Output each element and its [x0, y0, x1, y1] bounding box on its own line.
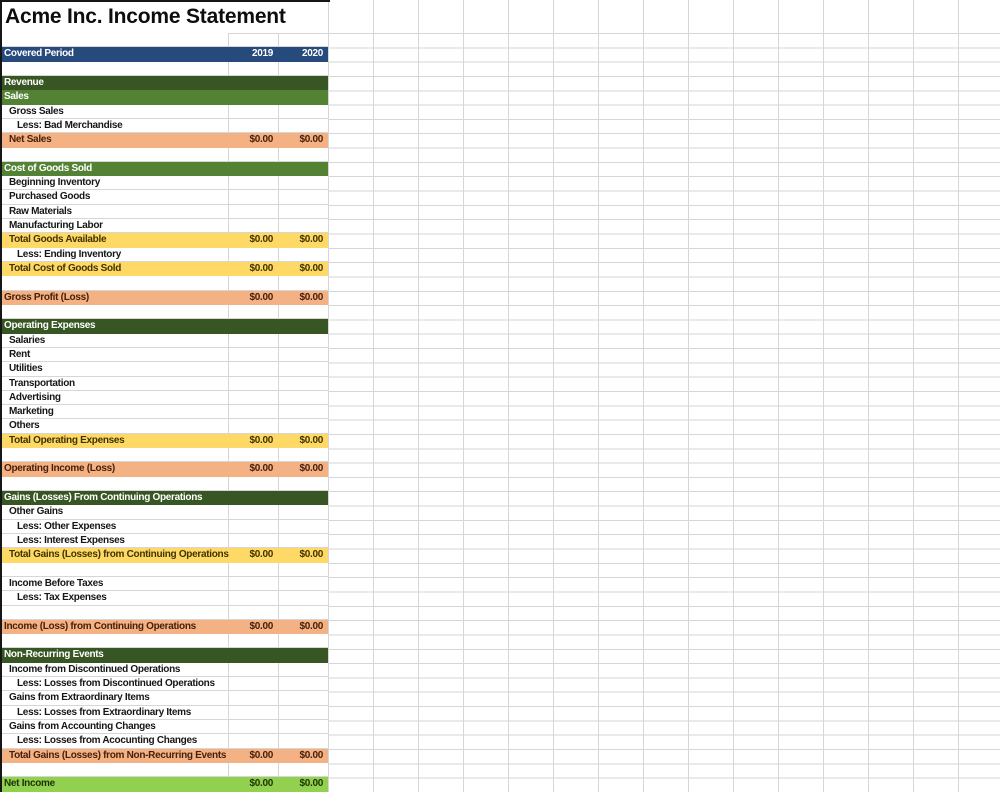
value-cell-2020[interactable]: 2020 — [301, 48, 323, 60]
table-row-other-gains — [0, 505, 328, 519]
label-cell[interactable]: Total Gains (Losses) from Non-Recurring Events — [9, 749, 227, 761]
value-cell-2020[interactable] — [278, 577, 328, 590]
value-cell-2019[interactable] — [228, 520, 278, 533]
table-row-marketing — [0, 405, 328, 419]
value-cell-2019[interactable] — [228, 377, 278, 390]
value-cell-2019[interactable] — [228, 677, 278, 690]
value-cell-2019[interactable] — [228, 105, 278, 118]
table-row-total-goods-available — [0, 233, 328, 247]
value-cell-2020[interactable] — [278, 119, 328, 132]
sheet-title[interactable]: Acme Inc. Income Statement — [2, 2, 328, 33]
label-cell[interactable]: Purchased Goods — [9, 191, 91, 203]
value-cell-2020[interactable] — [278, 276, 328, 289]
table-row-total-cost-of-goods-sold — [0, 262, 328, 276]
label-cell[interactable]: Revenue — [4, 76, 44, 88]
value-cell-2020[interactable] — [278, 162, 328, 176]
value-cell-2019[interactable] — [228, 691, 278, 704]
value-cell-2020[interactable] — [278, 563, 328, 576]
table-row-gross-sales — [0, 105, 328, 119]
spacer-row — [0, 634, 328, 648]
value-cell-2020[interactable]: $0.00 — [299, 263, 323, 274]
value-cell-2020[interactable] — [278, 148, 328, 161]
value-cell-2020[interactable] — [278, 377, 328, 390]
spacer-row — [0, 276, 328, 290]
table-row-manufacturing-labor — [0, 219, 328, 233]
table-row-non-recurring-events — [0, 648, 328, 662]
table-row-less-losses-from-extraordinary-items — [0, 706, 328, 720]
value-cell-2020[interactable] — [278, 606, 328, 619]
sheet-top-border — [0, 0, 330, 2]
label-cell[interactable]: Marketing — [9, 406, 54, 418]
spacer-row — [0, 148, 328, 162]
value-cell-2019[interactable] — [228, 305, 278, 318]
value-cell-2020[interactable] — [278, 520, 328, 533]
value-cell-2019[interactable]: $0.00 — [249, 778, 273, 790]
label-cell[interactable]: Gross Sales — [9, 105, 64, 117]
table-row-advertising — [0, 391, 328, 405]
value-cell-2019[interactable]: 2019 — [251, 48, 273, 60]
value-cell-2020[interactable] — [278, 205, 328, 218]
label-cell — [0, 477, 228, 490]
table-row-less-ending-inventory — [0, 248, 328, 262]
label-cell[interactable]: Less: Bad Merchandise — [17, 119, 123, 131]
label-cell[interactable]: Total Cost of Goods Sold — [9, 263, 122, 274]
label-cell[interactable]: Less: Tax Expenses — [17, 592, 107, 604]
value-cell-2019[interactable] — [228, 319, 278, 333]
label-cell[interactable]: Raw Materials — [9, 205, 72, 217]
spacer-row — [0, 448, 328, 462]
value-cell-2019[interactable]: $0.00 — [249, 549, 273, 561]
value-cell-2020[interactable]: $0.00 — [299, 234, 323, 246]
label-cell[interactable]: Total Gains (Losses) from Continuing Operations — [9, 549, 229, 561]
value-cell-2019[interactable] — [228, 448, 278, 461]
label-cell[interactable]: Less: Losses from Acocunting Changes — [17, 735, 197, 747]
table-row-less-losses-from-discontinued-operations — [0, 677, 328, 691]
value-cell-2019[interactable] — [228, 720, 278, 733]
value-cell-2020[interactable]: $0.00 — [299, 134, 323, 146]
label-cell[interactable]: Covered Period — [4, 48, 74, 60]
value-cell-2019[interactable] — [228, 577, 278, 590]
spacer-row — [0, 477, 328, 491]
label-cell[interactable]: Sales — [4, 91, 29, 103]
spacer-row — [0, 606, 328, 620]
value-cell-2019[interactable] — [228, 477, 278, 490]
table-row-purchased-goods — [0, 190, 328, 204]
value-cell-2019[interactable] — [228, 706, 278, 719]
value-cell-2020[interactable] — [278, 448, 328, 461]
value-cell-2019[interactable] — [228, 90, 278, 104]
empty-grid-rows — [328, 33, 1000, 792]
value-cell-2019[interactable] — [228, 505, 278, 518]
label-cell[interactable]: Less: Ending Inventory — [17, 248, 121, 260]
table-row-total-gains-losses-from-non-recurring-events — [0, 749, 328, 763]
value-cell-2020[interactable] — [278, 362, 328, 375]
value-cell-2019[interactable] — [228, 348, 278, 361]
value-cell-2019[interactable] — [228, 634, 278, 647]
table-row-income-before-taxes — [0, 577, 328, 591]
label-cell — [0, 62, 228, 75]
income-statement-table — [0, 33, 328, 792]
value-cell-2020[interactable]: $0.00 — [299, 434, 323, 446]
value-cell-2019[interactable]: $0.00 — [249, 620, 273, 632]
value-cell-2020[interactable]: $0.00 — [299, 778, 323, 790]
value-cell-2019[interactable] — [228, 219, 278, 232]
label-cell[interactable]: Net Sales — [9, 134, 52, 146]
spacer-row — [0, 62, 328, 76]
label-cell[interactable]: Net Income — [4, 778, 55, 790]
label-cell[interactable]: Total Operating Expenses — [9, 434, 125, 446]
label-cell — [0, 563, 228, 576]
label-cell[interactable]: Income Before Taxes — [9, 577, 104, 589]
table-row-net-income — [0, 777, 328, 791]
value-cell-2020[interactable]: $0.00 — [299, 291, 323, 303]
label-cell[interactable]: Income (Loss) from Continuing Operations — [4, 620, 196, 632]
table-row-cost-of-goods-sold — [0, 162, 328, 176]
spacer-row — [0, 563, 328, 577]
label-cell[interactable]: Transportation — [9, 377, 75, 389]
value-cell-2019[interactable] — [228, 33, 278, 46]
value-cell-2020[interactable] — [278, 634, 328, 647]
value-cell-2020[interactable]: $0.00 — [299, 549, 323, 561]
label-cell[interactable]: Gains from Extraordinary Items — [9, 692, 150, 704]
value-cell-2019[interactable] — [228, 248, 278, 261]
label-cell[interactable]: Operating Income (Loss) — [4, 463, 115, 475]
label-cell[interactable]: Total Goods Available — [9, 234, 107, 246]
value-cell-2020[interactable] — [278, 648, 328, 662]
value-cell-2019[interactable] — [228, 606, 278, 619]
label-cell[interactable]: Less: Other Expenses — [17, 520, 117, 532]
table-row-beginning-inventory — [0, 176, 328, 190]
value-cell-2020[interactable] — [278, 219, 328, 232]
value-cell-2020[interactable] — [278, 76, 328, 90]
table-row-operating-expenses — [0, 319, 328, 333]
value-cell-2019[interactable] — [228, 563, 278, 576]
label-cell[interactable]: Less: Losses from Extraordinary Items — [17, 706, 191, 718]
value-cell-2019[interactable]: $0.00 — [249, 134, 273, 146]
value-cell-2020[interactable] — [278, 491, 328, 505]
value-cell-2019[interactable]: $0.00 — [249, 234, 273, 246]
value-cell-2019[interactable] — [228, 491, 278, 505]
table-row-less-tax-expenses — [0, 591, 328, 605]
value-cell-2020[interactable] — [278, 33, 328, 46]
label-cell — [0, 763, 228, 776]
value-cell-2020[interactable] — [278, 105, 328, 118]
table-row-total-operating-expenses — [0, 434, 328, 448]
value-cell-2020[interactable] — [278, 706, 328, 719]
table-row-gross-profit-loss — [0, 291, 328, 305]
value-cell-2019[interactable] — [228, 276, 278, 289]
table-row-income-from-discontinued-operations — [0, 663, 328, 677]
table-row-less-losses-from-acocunting-changes — [0, 734, 328, 748]
label-cell[interactable]: Less: Losses from Discontinued Operations — [17, 678, 215, 690]
table-row-gains-from-accounting-changes — [0, 720, 328, 734]
value-cell-2020[interactable] — [278, 677, 328, 690]
value-cell-2019[interactable]: $0.00 — [249, 291, 273, 303]
spacer-row — [0, 33, 328, 47]
table-row-income-loss-from-continuing-operations — [0, 620, 328, 634]
label-cell[interactable]: Non-Recurring Events — [4, 649, 104, 661]
table-row-gains-from-extraordinary-items — [0, 691, 328, 705]
label-cell — [0, 148, 228, 161]
label-cell[interactable]: Gross Profit (Loss) — [4, 291, 89, 303]
value-cell-2020[interactable] — [278, 62, 328, 75]
value-cell-2019[interactable] — [228, 362, 278, 375]
value-cell-2019[interactable]: $0.00 — [249, 749, 273, 761]
label-cell — [0, 276, 228, 289]
table-row-utilities — [0, 362, 328, 376]
label-cell[interactable]: Others — [9, 420, 40, 432]
table-row-others — [0, 419, 328, 433]
value-cell-2020[interactable] — [278, 734, 328, 747]
table-row-rent — [0, 348, 328, 362]
value-cell-2020[interactable] — [278, 477, 328, 490]
value-cell-2020[interactable] — [278, 591, 328, 604]
value-cell-2020[interactable] — [278, 348, 328, 361]
sheet-left-border — [0, 0, 2, 792]
table-row-operating-income-loss — [0, 462, 328, 476]
value-cell-2019[interactable] — [228, 405, 278, 418]
table-row-raw-materials — [0, 205, 328, 219]
value-cell-2020[interactable] — [278, 534, 328, 547]
value-cell-2019[interactable] — [228, 205, 278, 218]
table-row-net-sales — [0, 133, 328, 147]
value-cell-2020[interactable] — [278, 190, 328, 203]
value-cell-2019[interactable] — [228, 190, 278, 203]
value-cell-2019[interactable] — [228, 648, 278, 662]
label-cell[interactable]: Less: Interest Expenses — [17, 534, 125, 546]
value-cell-2020[interactable] — [278, 763, 328, 776]
value-cell-2020[interactable] — [278, 334, 328, 347]
label-cell[interactable]: Utilities — [9, 363, 43, 375]
table-row-gains-losses-from-continuing-operations — [0, 491, 328, 505]
label-cell[interactable]: Salaries — [9, 334, 45, 346]
value-cell-2020[interactable]: $0.00 — [299, 749, 323, 761]
value-cell-2019[interactable]: $0.00 — [249, 434, 273, 446]
table-row-less-interest-expenses — [0, 534, 328, 548]
label-cell — [0, 448, 228, 461]
table-row-less-bad-merchandise — [0, 119, 328, 133]
label-cell[interactable]: Operating Expenses — [4, 320, 96, 332]
table-row-total-gains-losses-from-continuing-operations — [0, 548, 328, 562]
table-row-transportation — [0, 377, 328, 391]
table-row-salaries — [0, 334, 328, 348]
label-cell[interactable]: Manufacturing Labor — [9, 220, 103, 232]
value-cell-2019[interactable] — [228, 391, 278, 404]
value-cell-2020[interactable] — [278, 663, 328, 676]
label-cell — [0, 606, 228, 619]
spacer-row — [0, 305, 328, 319]
value-cell-2019[interactable] — [228, 148, 278, 161]
value-cell-2019[interactable] — [228, 419, 278, 432]
value-cell-2020[interactable] — [278, 90, 328, 104]
value-cell-2019[interactable] — [228, 663, 278, 676]
value-cell-2020[interactable] — [278, 405, 328, 418]
value-cell-2019[interactable]: $0.00 — [249, 463, 273, 475]
label-cell[interactable]: Cost of Goods Sold — [4, 162, 92, 174]
value-cell-2020[interactable] — [278, 319, 328, 333]
value-cell-2020[interactable] — [278, 720, 328, 733]
value-cell-2020[interactable] — [278, 248, 328, 261]
label-cell[interactable]: Gains (Losses) From Continuing Operations — [4, 492, 203, 503]
value-cell-2020[interactable]: $0.00 — [299, 463, 323, 475]
value-cell-2020[interactable] — [278, 691, 328, 704]
label-cell — [0, 33, 228, 46]
table-row-revenue — [0, 76, 328, 90]
value-cell-2020[interactable] — [278, 176, 328, 189]
label-cell — [0, 305, 228, 318]
value-cell-2019[interactable] — [228, 763, 278, 776]
table-row-covered-period — [0, 47, 328, 61]
label-cell[interactable]: Beginning Inventory — [9, 177, 100, 189]
spacer-row — [0, 763, 328, 777]
label-cell — [0, 634, 228, 647]
value-cell-2019[interactable] — [228, 591, 278, 604]
value-cell-2020[interactable] — [278, 419, 328, 432]
value-cell-2019[interactable] — [228, 119, 278, 132]
value-cell-2019[interactable] — [228, 76, 278, 90]
table-row-sales — [0, 90, 328, 104]
value-cell-2020[interactable] — [278, 391, 328, 404]
label-cell[interactable]: Gains from Accounting Changes — [9, 721, 156, 732]
value-cell-2019[interactable]: $0.00 — [249, 263, 273, 274]
value-cell-2019[interactable] — [228, 734, 278, 747]
label-cell[interactable]: Advertising — [9, 391, 61, 403]
label-cell[interactable]: Rent — [9, 348, 31, 360]
value-cell-2019[interactable] — [228, 334, 278, 347]
value-cell-2019[interactable] — [228, 176, 278, 189]
value-cell-2019[interactable] — [228, 162, 278, 176]
value-cell-2020[interactable] — [278, 505, 328, 518]
value-cell-2020[interactable] — [278, 305, 328, 318]
value-cell-2019[interactable] — [228, 534, 278, 547]
label-cell[interactable]: Income from Discontinued Operations — [9, 663, 181, 675]
label-cell[interactable]: Other Gains — [9, 506, 63, 518]
value-cell-2019[interactable] — [228, 62, 278, 75]
table-row-less-other-expenses — [0, 520, 328, 534]
value-cell-2020[interactable]: $0.00 — [299, 620, 323, 632]
